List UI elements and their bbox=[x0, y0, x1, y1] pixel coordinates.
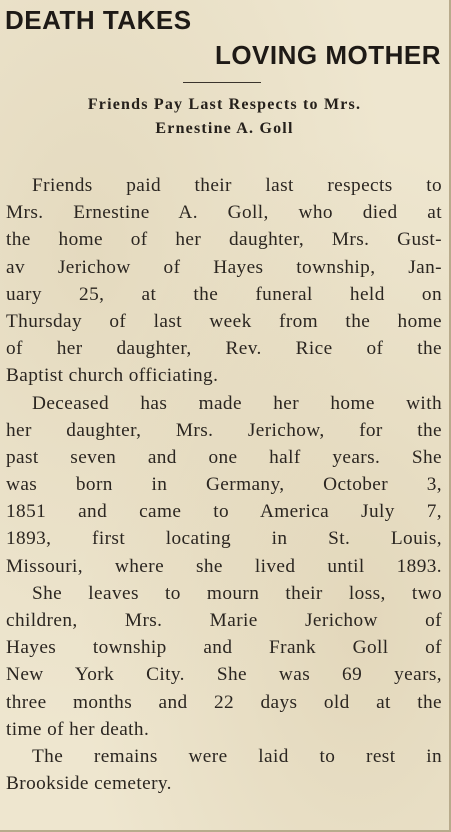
article-line: Missouri, where she lived until 1893. bbox=[6, 555, 442, 577]
article-body bbox=[6, 172, 442, 797]
article-line: Brookside cemetery. bbox=[6, 773, 172, 795]
article-line: of her daughter, Rev. Rice of the bbox=[6, 338, 442, 360]
headline-line-1: DEATH TAKES bbox=[5, 5, 192, 35]
article-line: New York City. She was 69 years, bbox=[6, 664, 442, 686]
article-line: was born in Germany, October 3, bbox=[6, 474, 442, 496]
article-line: 1893, first locating in St. Louis, bbox=[6, 528, 442, 550]
subheadline bbox=[0, 93, 449, 141]
article-line: Friends paid their last respects to bbox=[32, 175, 442, 196]
article-line: 1851 and came to America July 7, bbox=[6, 501, 442, 523]
headline-line-2: LOVING MOTHER bbox=[214, 40, 441, 70]
article-line: uary 25, at the funeral held on bbox=[6, 283, 442, 305]
article-line: Thursday of last week from the home bbox=[6, 310, 442, 332]
subheadline-line-2: Ernestine A. Goll bbox=[155, 120, 294, 137]
article-line: She leaves to mourn their loss, two bbox=[32, 582, 442, 604]
article-line: The remains were laid to rest in bbox=[32, 745, 442, 767]
article-line: three months and 22 days old at the bbox=[6, 691, 442, 713]
article-line: time of her death. bbox=[6, 718, 150, 740]
article-line: her daughter, Mrs. Jerichow, for the bbox=[6, 419, 442, 441]
article-line: Mrs. Ernestine A. Goll, who died at bbox=[6, 202, 442, 224]
article-line: past seven and one half years. She bbox=[6, 446, 442, 468]
article-line: children, Mrs. Marie Jerichow of bbox=[6, 610, 442, 631]
article-line: av Jerichow of Hayes township, Jan- bbox=[6, 256, 442, 278]
headline-divider bbox=[183, 82, 261, 83]
article-line: the home of her daughter, Mrs. Gust- bbox=[6, 229, 442, 251]
article-line: Deceased has made her home with bbox=[32, 392, 442, 414]
article-line: Baptist church officiating. bbox=[6, 365, 219, 387]
subheadline-line-1: Friends Pay Last Respects to Mrs. bbox=[87, 96, 362, 113]
article-line: Hayes township and Frank Goll of bbox=[6, 637, 442, 659]
